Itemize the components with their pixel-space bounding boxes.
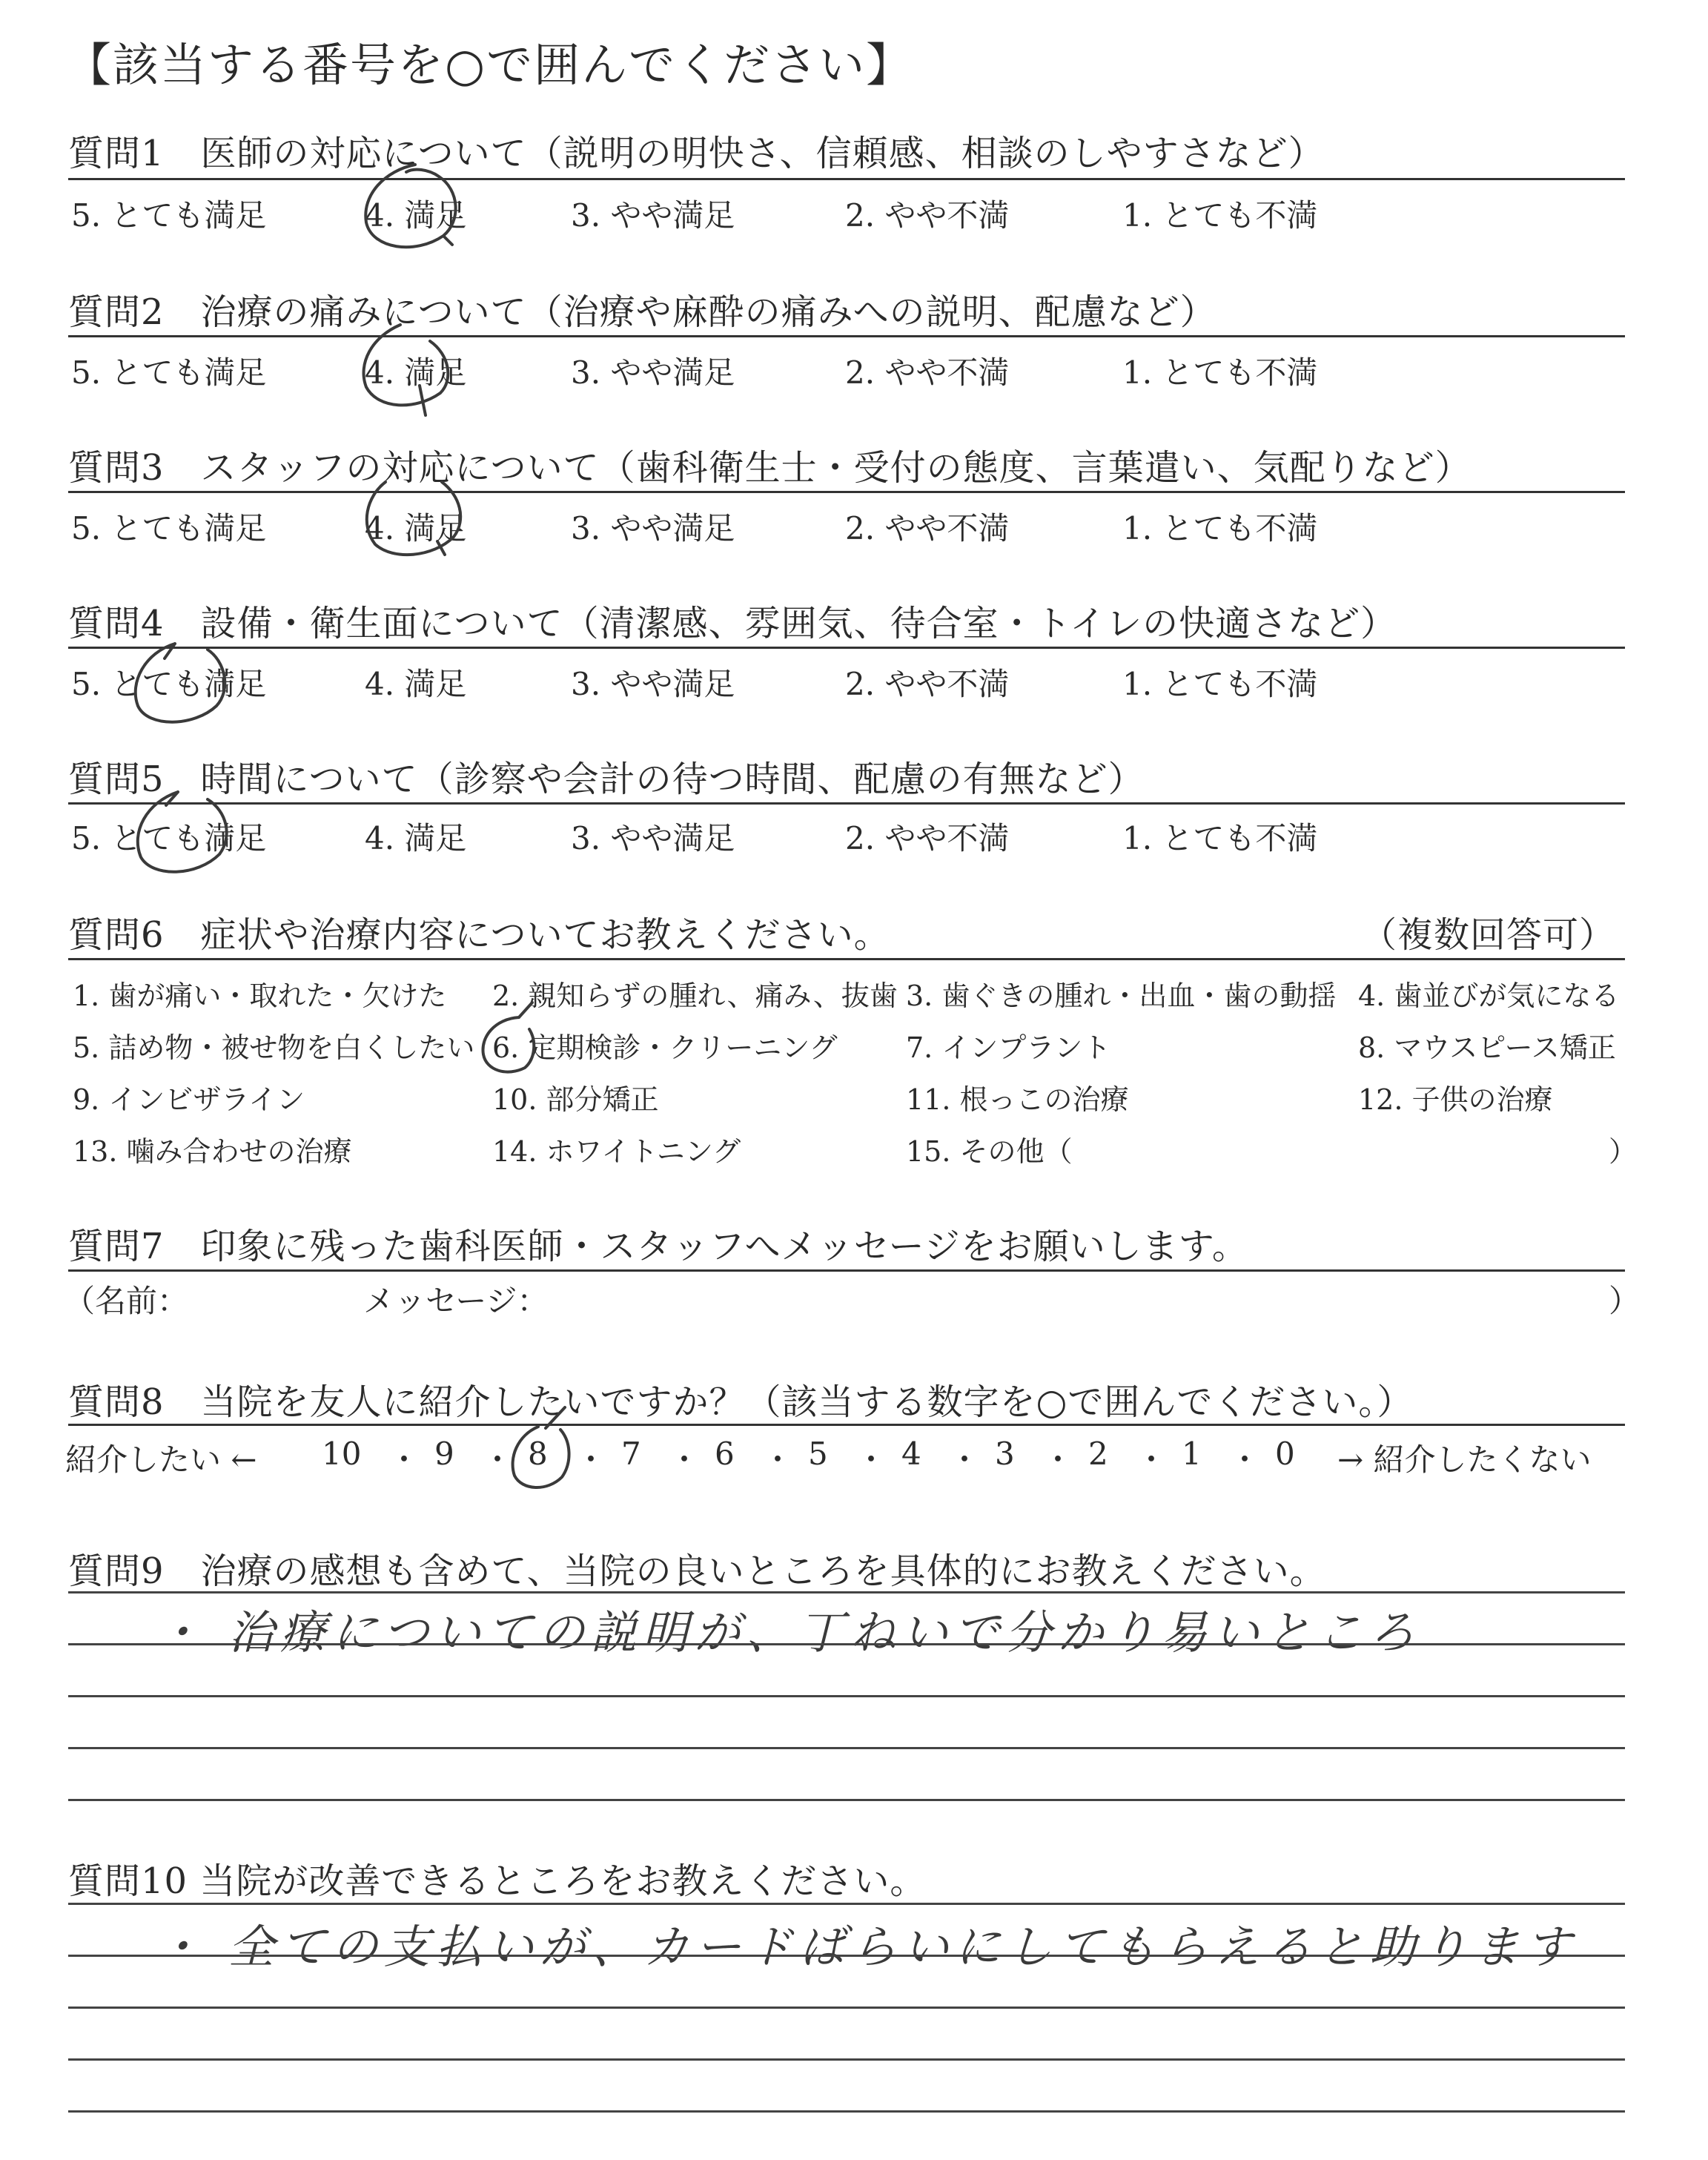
q5-option-3[interactable]: 3. やや満足 <box>571 820 735 856</box>
form-instruction: 【該当する番号を○で囲んでください】 <box>65 38 914 92</box>
q6-option-7[interactable]: 7. インプラント <box>906 1031 1111 1064</box>
question-4-rule <box>68 647 1625 649</box>
q10-write-line <box>68 1903 1625 1905</box>
q5-option-2[interactable]: 2. やや不満 <box>845 820 1010 856</box>
q8-score-5[interactable]: 5 <box>808 1436 828 1472</box>
q8-score-6[interactable]: 6 <box>715 1436 735 1472</box>
q8-score-7[interactable]: 7 <box>621 1436 641 1472</box>
q6-option-10[interactable]: 10. 部分矯正 <box>492 1083 659 1116</box>
question-2-rule <box>68 335 1625 337</box>
q8-separator: ・ <box>482 1441 514 1478</box>
q6-option-5[interactable]: 5. 詰め物・被せ物を白くしたい <box>73 1031 475 1064</box>
q8-separator: ・ <box>855 1441 887 1478</box>
q9-write-line <box>68 1799 1625 1801</box>
q2-option-1[interactable]: 1. とても不満 <box>1122 354 1318 391</box>
q8-separator: ・ <box>669 1441 701 1478</box>
q5-option-4[interactable]: 4. 満足 <box>365 820 467 856</box>
q2-option-3[interactable]: 3. やや満足 <box>571 354 735 391</box>
q8-score-8[interactable]: 8 <box>528 1436 548 1472</box>
question-2-title: 質問2 治療の痛みについて（治療や麻酔の痛みへの説明、配慮など） <box>68 291 1217 333</box>
q8-score-1[interactable]: 1 <box>1182 1436 1202 1472</box>
question-1-rule <box>68 178 1625 180</box>
q2-option-5[interactable]: 5. とても満足 <box>71 354 267 391</box>
question-8-rule <box>68 1424 1625 1426</box>
question-9-title: 質問9 治療の感想も含めて、当院の良いところを具体的にお教えください。 <box>68 1550 1326 1592</box>
q3-option-3[interactable]: 3. やや満足 <box>571 510 735 546</box>
q7-close-paren: ） <box>1609 1283 1641 1319</box>
q8-score-9[interactable]: 9 <box>434 1436 454 1472</box>
q4-option-2[interactable]: 2. やや不満 <box>845 666 1010 702</box>
q10-write-line <box>68 1955 1625 1957</box>
q1-option-3[interactable]: 3. やや満足 <box>571 197 735 234</box>
q8-score-10[interactable]: 10 <box>322 1436 362 1472</box>
question-6-title: 質問6 症状や治療内容についてお教えください。 <box>68 914 890 956</box>
q8-left-label: 紹介したい ← <box>65 1441 257 1478</box>
q5-option-5[interactable]: 5. とても満足 <box>71 820 267 856</box>
q3-option-2[interactable]: 2. やや不満 <box>845 510 1010 546</box>
q8-score-2[interactable]: 2 <box>1088 1436 1108 1472</box>
q8-separator: ・ <box>949 1441 981 1478</box>
q6-option-11[interactable]: 11. 根っこの治療 <box>906 1083 1129 1116</box>
q4-option-5[interactable]: 5. とても満足 <box>71 666 267 702</box>
q6-option-4[interactable]: 4. 歯並びが気になる <box>1358 980 1620 1012</box>
q3-option-4[interactable]: 4. 満足 <box>365 510 467 546</box>
question-4-title: 質問4 設備・衛生面について（清潔感、雰囲気、待合室・トイレの快適さなど） <box>68 603 1397 644</box>
q6-option-2[interactable]: 2. 親知らずの腫れ、痛み、抜歯 <box>492 980 898 1012</box>
q6-option-6[interactable]: 6. 定期検診・クリーニング <box>492 1031 838 1064</box>
q8-score-4[interactable]: 4 <box>901 1436 921 1472</box>
question-7-rule <box>68 1269 1625 1272</box>
question-5-rule <box>68 802 1625 805</box>
q6-option-9[interactable]: 9. インビザライン <box>73 1083 305 1116</box>
q4-option-4[interactable]: 4. 満足 <box>365 666 467 702</box>
q4-option-3[interactable]: 3. やや満足 <box>571 666 735 702</box>
q1-option-2[interactable]: 2. やや不満 <box>845 197 1010 234</box>
question-3-rule <box>68 491 1625 493</box>
q8-separator: ・ <box>1042 1441 1074 1478</box>
question-5-title: 質問5 時間について（診察や会計の待つ時間、配慮の有無など） <box>68 759 1145 800</box>
q7-message-label: メッセージ： <box>363 1283 549 1319</box>
question-6-rule <box>68 958 1625 960</box>
question-7-title: 質問7 印象に残った歯科医師・スタッフへメッセージをお願いします。 <box>68 1226 1248 1267</box>
q10-write-line <box>68 2058 1625 2061</box>
q8-separator: ・ <box>1136 1441 1168 1478</box>
q6-option-3[interactable]: 3. 歯ぐきの腫れ・出血・歯の動揺 <box>906 980 1337 1012</box>
q6-option-15[interactable]: 15. その他（ <box>906 1135 1073 1168</box>
q9-write-line <box>68 1747 1625 1749</box>
q9-write-line <box>68 1695 1625 1697</box>
q8-separator: ・ <box>762 1441 794 1478</box>
q3-option-5[interactable]: 5. とても満足 <box>71 510 267 546</box>
q5-option-1[interactable]: 1. とても不満 <box>1122 820 1318 856</box>
q1-option-1[interactable]: 1. とても不満 <box>1122 197 1318 234</box>
q6-other-close-paren: ） <box>1609 1135 1638 1168</box>
q9-write-line <box>68 1591 1625 1593</box>
q6-option-13[interactable]: 13. 噛み合わせの治療 <box>73 1135 352 1168</box>
q1-option-5[interactable]: 5. とても満足 <box>71 197 267 234</box>
question-1-title: 質問1 医師の対応について（説明の明快さ、信頼感、相談のしやすさなど） <box>68 133 1325 174</box>
q2-option-4[interactable]: 4. 満足 <box>365 354 467 391</box>
q6-option-14[interactable]: 14. ホワイトニング <box>492 1135 741 1168</box>
q8-right-label: → 紹介したくない <box>1337 1441 1592 1478</box>
q10-write-line <box>68 2110 1625 2113</box>
q7-name-label: （名前： <box>64 1283 189 1319</box>
q9-write-line <box>68 1643 1625 1645</box>
q8-score-0[interactable]: 0 <box>1275 1436 1295 1472</box>
question-3-title: 質問3 スタッフの対応について（歯科衛生士・受付の態度、言葉遣い、気配りなど） <box>68 447 1472 489</box>
q8-score-3[interactable]: 3 <box>995 1436 1015 1472</box>
question-8-title: 質問8 当院を友人に紹介したいですか？（該当する数字を○で囲んでください。） <box>68 1381 1414 1423</box>
q2-option-2[interactable]: 2. やや不満 <box>845 354 1010 391</box>
q6-option-8[interactable]: 8. マウスピース矯正 <box>1358 1031 1616 1064</box>
q8-separator: ・ <box>1229 1441 1261 1478</box>
q3-option-1[interactable]: 1. とても不満 <box>1122 510 1318 546</box>
q4-option-1[interactable]: 1. とても不満 <box>1122 666 1318 702</box>
question-6-note: （複数回答可） <box>1361 914 1616 956</box>
q9-handwritten-answer[interactable]: ・ 治療についての説明が、丁ねいで分かり易いところ <box>156 1605 1421 1659</box>
q8-separator: ・ <box>575 1441 607 1478</box>
q1-option-4[interactable]: 4. 満足 <box>365 197 467 234</box>
question-10-title: 質問10 当院が改善できるところをお教えください。 <box>68 1860 927 1902</box>
q6-option-1[interactable]: 1. 歯が痛い・取れた・欠けた <box>73 980 447 1012</box>
q10-write-line <box>68 2007 1625 2009</box>
q10-handwritten-answer[interactable]: ・ 全ての支払いが、カードばらいにしてもらえると助ります <box>156 1920 1578 1974</box>
q6-option-12[interactable]: 12. 子供の治療 <box>1358 1083 1553 1116</box>
q8-separator: ・ <box>388 1441 420 1478</box>
